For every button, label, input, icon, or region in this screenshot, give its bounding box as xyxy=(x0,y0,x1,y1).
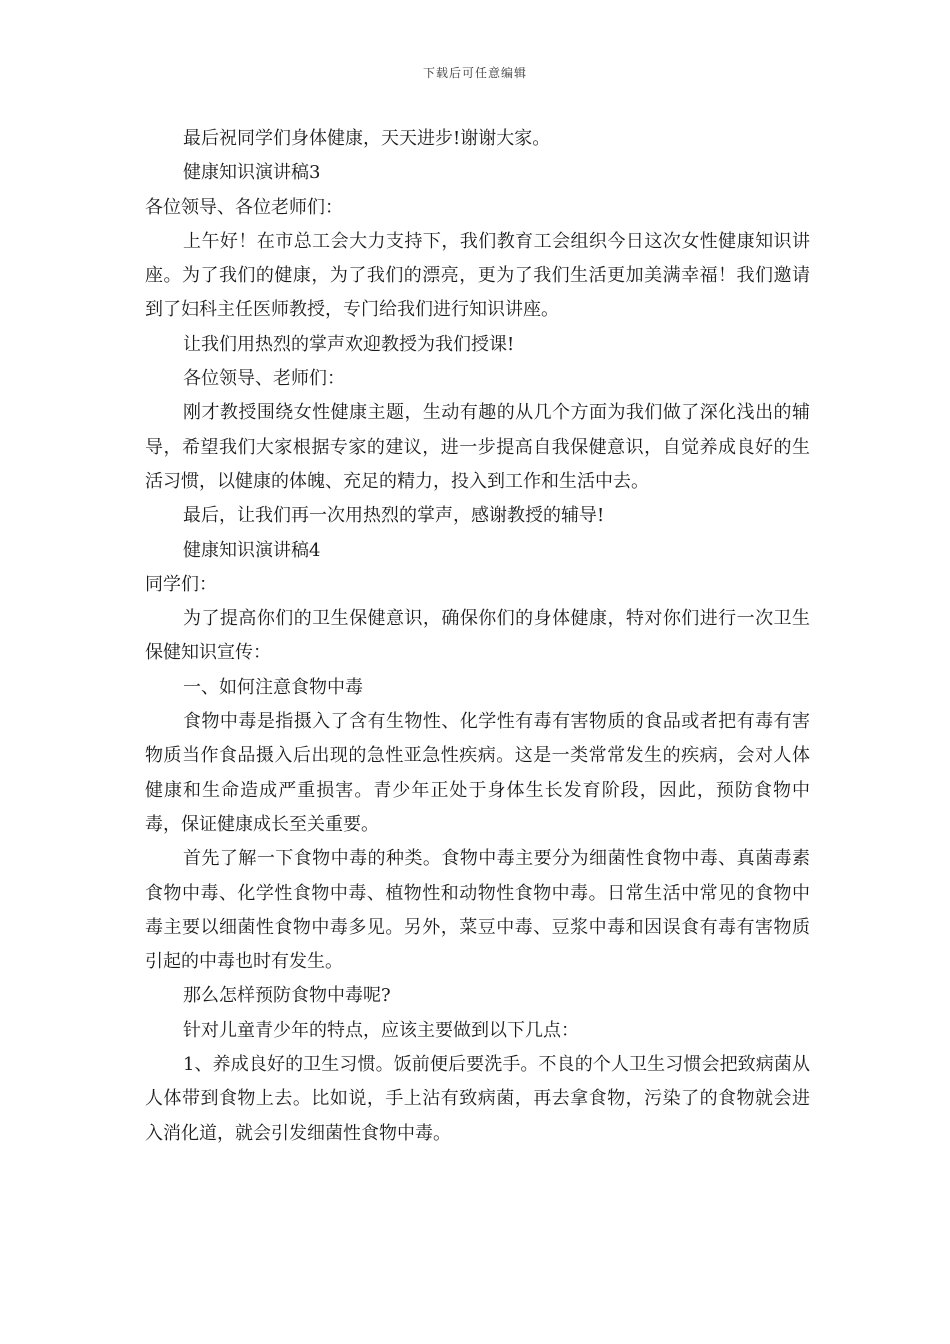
intro-paragraph: 为了提高你们的卫生保健意识，确保你们的身体健康，特对你们进行一次卫生保健知识宣传： xyxy=(145,608,810,664)
salutation-leaders-teachers: 各位领导、各位老师们： xyxy=(145,196,343,218)
summary-paragraph: 刚才教授围绕女性健康主题，生动有趣的从几个方面为我们做了深化浅出的辅导，希望我们大家根据专家的建议，进一步提高自我保健意识，自觉养成良好的生活习惯，以健康的体魄、充足的精力，投入到工作和生活中去。 xyxy=(145,402,810,492)
document-body xyxy=(145,122,810,1151)
point-one-paragraph: 1、养成良好的卫生习惯。饭前便后要洗手。不良的个人卫生习惯会把致病菌从人体带到食物上去。比如说，手上沾有致病菌，再去拿食物，污染了的食物就会进入消化道，就会引发细菌性食物中毒。 xyxy=(145,1054,810,1144)
salutation-students: 同学们： xyxy=(145,573,217,595)
subheading-food-poisoning: 一、如何注意食物中毒 xyxy=(183,676,363,698)
types-paragraph: 首先了解一下食物中毒的种类。食物中毒主要分为细菌性食物中毒、真菌毒素食物中毒、化学性食物中毒、植物性和动物性食物中毒。日常生活中常见的食物中毒主要以细菌性食物中毒多见。另外，菜豆中毒、豆浆中毒和因误食有毒有害物质引起的中毒也时有发生。 xyxy=(145,848,810,973)
salutation-leaders: 各位领导、老师们： xyxy=(183,368,345,390)
closing-wishes-paragraph: 最后祝同学们身体健康，天天进步!谢谢大家。 xyxy=(183,128,551,149)
opening-paragraph: 上午好！在市总工会大力支持下，我们教育工会组织今日这次女性健康知识讲座。为了我们的健康，为了我们的漂亮，更为了我们生活更加美满幸福！我们邀请到了妇科主任医师教授，专门给我们进行知识讲座。 xyxy=(145,230,810,321)
welcome-applause-paragraph: 让我们用热烈的掌声欢迎教授为我们授课! xyxy=(183,333,515,355)
definition-paragraph: 食物中毒是指摄入了含有生物性、化学性有毒有害物质的食品或者把有毒有害物质当作食品摄入后出现的急性亚急性疾病。这是一类常常发生的疾病，会对人体健康和生命造成严重损害。青少年正处于身体生长发育阶段，因此，预防食物中毒，保证健康成长至关重要。 xyxy=(145,711,810,835)
key-points-intro: 针对儿童青少年的特点，应该主要做到以下几点： xyxy=(183,1019,579,1041)
section-title-speech-4: 健康知识演讲稿4 xyxy=(183,539,321,561)
thanks-paragraph: 最后，让我们再一次用热烈的掌声，感谢教授的辅导! xyxy=(183,505,605,527)
section-title-speech-3: 健康知识演讲稿3 xyxy=(183,162,321,184)
page-header: 下载后可任意编辑 xyxy=(422,66,527,80)
prevention-question: 那么怎样预防食物中毒呢? xyxy=(183,985,391,1007)
